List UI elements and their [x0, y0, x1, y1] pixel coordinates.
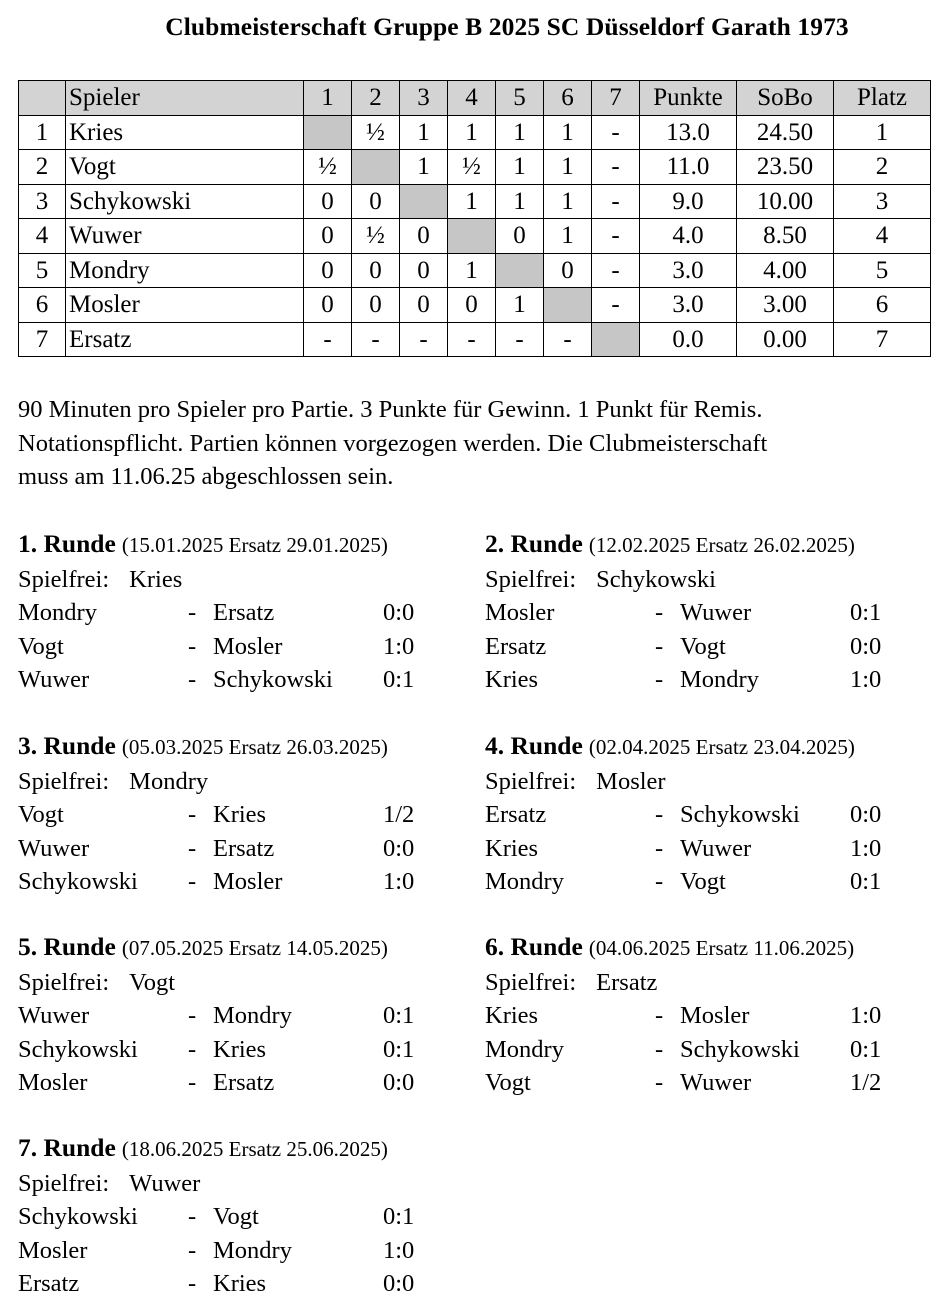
black-player: Mondry [680, 666, 759, 693]
points-cell: 13.0 [640, 115, 737, 150]
notes-line: muss am 11.06.25 abgeschlossen sein. [18, 463, 394, 490]
game-row [485, 832, 882, 866]
header-cell-platz: Platz [834, 81, 931, 116]
tournament-notes [18, 393, 928, 494]
game-separator: - [655, 868, 664, 895]
white-player: Vogt [485, 1069, 531, 1096]
game-result: 0:1 [383, 1203, 415, 1230]
sobo-cell: 4.00 [737, 253, 834, 288]
points-cell: 3.0 [640, 253, 737, 288]
sobo-cell: 8.50 [737, 219, 834, 254]
row-number: 6 [19, 288, 66, 323]
black-player: Ersatz [213, 1069, 275, 1096]
result-cell: 1 [400, 150, 448, 185]
result-cell: 0 [400, 288, 448, 323]
result-cell: 1 [448, 115, 496, 150]
row-number: 4 [19, 219, 66, 254]
result-cell: 1 [448, 184, 496, 219]
game-row [18, 1234, 415, 1268]
white-player: Mondry [485, 1035, 564, 1063]
game-separator: - [655, 666, 664, 693]
game-row [18, 630, 415, 664]
round-header [18, 527, 388, 563]
game-row [18, 999, 415, 1033]
game-separator: - [655, 599, 664, 626]
round-block [485, 930, 882, 1100]
result-cell: 0 [304, 184, 352, 219]
white-player: Schykowski [18, 1035, 138, 1063]
round-label: 3. Runde [18, 731, 116, 760]
result-cell: - [352, 322, 400, 357]
bye-line [18, 1167, 388, 1201]
game-row [18, 832, 415, 866]
row-number: 7 [19, 322, 66, 357]
result-cell: 1 [496, 150, 544, 185]
points-cell: 3.0 [640, 288, 737, 323]
result-cell: 0 [352, 253, 400, 288]
white-player: Schykowski [18, 1203, 138, 1230]
player-name: Schykowski [66, 184, 304, 219]
white-player: Mondry [18, 599, 97, 626]
game-row [18, 865, 415, 899]
black-player: Mondry [213, 1002, 292, 1029]
result-cell: ½ [448, 150, 496, 185]
result-cell: 0 [400, 219, 448, 254]
points-cell: 9.0 [640, 184, 737, 219]
result-cell: - [592, 253, 640, 288]
result-cell: 0 [304, 288, 352, 323]
result-cell: 0 [304, 219, 352, 254]
player-name: Mosler [66, 288, 304, 323]
game-separator: - [655, 632, 664, 660]
round-block [485, 729, 882, 899]
game-result: 1:0 [850, 834, 882, 862]
game-result: 1:0 [383, 868, 415, 895]
game-result: 0:0 [850, 632, 882, 660]
game-row [18, 1200, 415, 1234]
game-separator: - [188, 1035, 197, 1063]
game-result: 0:1 [850, 868, 882, 895]
bye-label: Spielfrei: [18, 767, 110, 795]
round-dates: (18.06.2025 Ersatz 25.06.2025) [121, 1137, 388, 1161]
black-player: Vogt [680, 868, 726, 895]
white-player: Mosler [18, 1236, 88, 1264]
result-cell: 0 [352, 288, 400, 323]
row-number: 5 [19, 253, 66, 288]
round-header [18, 930, 388, 966]
place-cell: 6 [834, 288, 931, 323]
round-label: 4. Runde [485, 731, 583, 760]
place-cell: 7 [834, 322, 931, 357]
bye-line [18, 966, 388, 1000]
game-separator: - [655, 801, 664, 828]
game-separator: - [655, 834, 664, 862]
row-number: 2 [19, 150, 66, 185]
round-header [485, 930, 854, 966]
place-cell: 2 [834, 150, 931, 185]
result-cell: - [592, 150, 640, 185]
bye-player: Schykowski [596, 565, 716, 593]
black-player: Kries [213, 801, 267, 828]
bye-label: Spielfrei: [18, 565, 110, 593]
result-cell: 0 [448, 288, 496, 323]
black-player: Wuwer [680, 1069, 752, 1096]
notes-line: 90 Minuten pro Spieler pro Partie. 3 Punkte für Gewinn. 1 Punkt für Remis. [18, 396, 763, 423]
white-player: Mondry [485, 868, 564, 895]
bye-line [18, 563, 388, 597]
game-separator: - [188, 834, 197, 862]
white-player: Vogt [18, 801, 64, 828]
player-name: Wuwer [66, 219, 304, 254]
black-player: Mosler [213, 632, 283, 660]
round-header [18, 729, 388, 765]
result-cell: 0 [400, 253, 448, 288]
round-label: 5. Runde [18, 932, 116, 961]
place-cell: 1 [834, 115, 931, 150]
bye-player: Ersatz [596, 968, 658, 996]
white-player: Ersatz [18, 1270, 80, 1297]
game-row [18, 596, 415, 630]
white-player: Schykowski [18, 868, 138, 895]
table-row [19, 219, 931, 254]
round-block [18, 527, 415, 697]
round-dates: (12.02.2025 Ersatz 26.02.2025) [588, 533, 855, 557]
game-separator: - [188, 868, 197, 895]
black-player: Mondry [213, 1236, 292, 1264]
game-separator: - [188, 1002, 197, 1029]
game-result: 0:1 [383, 1002, 415, 1029]
sobo-cell: 10.00 [737, 184, 834, 219]
black-player: Vogt [680, 632, 726, 660]
black-player: Wuwer [680, 599, 752, 626]
white-player: Mosler [485, 599, 555, 626]
game-row [485, 596, 882, 630]
result-cell: 0 [496, 219, 544, 254]
player-name: Ersatz [66, 322, 304, 357]
bye-player: Mondry [129, 767, 209, 795]
result-cell: 1 [544, 219, 592, 254]
game-row [18, 1267, 415, 1301]
game-result: 0:0 [383, 599, 415, 626]
player-name: Mondry [66, 253, 304, 288]
white-player: Kries [485, 834, 539, 862]
black-player: Schykowski [213, 666, 333, 693]
black-player: Wuwer [680, 834, 752, 862]
table-row [19, 184, 931, 219]
diagonal-cell [544, 288, 592, 323]
game-result: 0:1 [383, 1035, 415, 1063]
game-row [18, 798, 415, 832]
game-row [485, 798, 882, 832]
result-cell: ½ [304, 150, 352, 185]
black-player: Ersatz [213, 834, 275, 862]
diagonal-cell [400, 184, 448, 219]
black-player: Schykowski [680, 801, 800, 828]
white-player: Mosler [18, 1069, 88, 1096]
diagonal-cell [352, 150, 400, 185]
sobo-cell: 24.50 [737, 115, 834, 150]
white-player: Wuwer [18, 834, 90, 862]
result-cell: - [592, 115, 640, 150]
header-cell-7: 7 [592, 81, 640, 116]
diagonal-cell [448, 219, 496, 254]
bye-player: Wuwer [129, 1169, 201, 1197]
game-result: 0:1 [850, 599, 882, 626]
round-dates: (05.03.2025 Ersatz 26.03.2025) [121, 735, 388, 759]
round-label: 1. Runde [18, 529, 116, 558]
bye-line [18, 765, 388, 799]
points-cell: 11.0 [640, 150, 737, 185]
header-cell-4: 4 [448, 81, 496, 116]
round-label: 2. Runde [485, 529, 583, 558]
round-header [485, 527, 855, 563]
round-header [18, 1131, 388, 1167]
points-cell: 4.0 [640, 219, 737, 254]
game-row [485, 1066, 882, 1100]
header-cell-spieler: Spieler [66, 81, 304, 116]
game-separator: - [188, 801, 197, 828]
result-cell: - [592, 288, 640, 323]
bye-line [485, 966, 854, 1000]
result-cell: ½ [352, 219, 400, 254]
black-player: Mosler [680, 1002, 750, 1029]
game-row [18, 663, 415, 697]
game-result: 0:0 [383, 834, 415, 862]
game-row [485, 663, 882, 697]
game-result: 0:1 [850, 1035, 882, 1063]
bye-line [485, 563, 855, 597]
game-row [485, 999, 882, 1033]
player-name: Vogt [66, 150, 304, 185]
header-cell-2: 2 [352, 81, 400, 116]
game-result: 1:0 [383, 1236, 415, 1264]
result-cell: - [400, 322, 448, 357]
black-player: Schykowski [680, 1035, 800, 1063]
game-result: 0:0 [850, 801, 882, 828]
result-cell: 1 [400, 115, 448, 150]
table-row [19, 322, 931, 357]
result-cell: 1 [544, 150, 592, 185]
game-separator: - [188, 1270, 197, 1297]
page-title: Clubmeisterschaft Gruppe B 2025 SC Düsseldorf Garath 1973 [165, 12, 849, 41]
white-player: Kries [485, 666, 539, 693]
game-row [485, 630, 882, 664]
bye-player: Vogt [129, 968, 176, 996]
result-cell: 1 [544, 184, 592, 219]
result-cell: 1 [496, 184, 544, 219]
game-separator: - [655, 1069, 664, 1096]
result-cell: - [448, 322, 496, 357]
game-result: 1:0 [850, 666, 882, 693]
white-player: Ersatz [485, 801, 547, 828]
game-row [485, 1033, 882, 1067]
sobo-cell: 23.50 [737, 150, 834, 185]
black-player: Ersatz [213, 599, 275, 626]
result-cell: 1 [544, 115, 592, 150]
result-cell: 1 [496, 115, 544, 150]
header-cell-sobo: SoBo [737, 81, 834, 116]
result-cell: - [304, 322, 352, 357]
black-player: Kries [213, 1270, 267, 1297]
white-player: Kries [485, 1002, 539, 1029]
header-cell-3: 3 [400, 81, 448, 116]
bye-label: Spielfrei: [485, 968, 577, 996]
header-cell-6: 6 [544, 81, 592, 116]
result-cell: - [496, 322, 544, 357]
black-player: Kries [213, 1035, 267, 1063]
header-cell-1: 1 [304, 81, 352, 116]
result-cell: 0 [544, 253, 592, 288]
round-block [18, 1131, 415, 1301]
black-player: Vogt [213, 1203, 259, 1230]
game-row [18, 1066, 415, 1100]
game-separator: - [188, 1203, 197, 1230]
game-result: 0:1 [383, 666, 415, 693]
result-cell: 0 [352, 184, 400, 219]
table-row [19, 288, 931, 323]
white-player: Vogt [18, 632, 64, 660]
game-separator: - [188, 1069, 197, 1096]
table-row [19, 150, 931, 185]
game-separator: - [188, 599, 197, 626]
round-dates: (15.01.2025 Ersatz 29.01.2025) [121, 533, 388, 557]
row-number: 1 [19, 115, 66, 150]
round-block [485, 527, 882, 697]
diagonal-cell [592, 322, 640, 357]
table-row [19, 115, 931, 150]
standings-table [18, 80, 931, 357]
game-result: 1/2 [850, 1069, 882, 1096]
black-player: Mosler [213, 868, 283, 895]
result-cell: ½ [352, 115, 400, 150]
sobo-cell: 3.00 [737, 288, 834, 323]
bye-label: Spielfrei: [485, 767, 577, 795]
round-block [18, 930, 415, 1100]
round-block [18, 729, 415, 899]
game-result: 1:0 [850, 1002, 882, 1029]
round-label: 7. Runde [18, 1133, 116, 1162]
game-separator: - [188, 666, 197, 693]
game-separator: - [188, 1236, 197, 1264]
header-cell-punkte: Punkte [640, 81, 737, 116]
diagonal-cell [496, 253, 544, 288]
result-cell: - [592, 184, 640, 219]
game-result: 1/2 [383, 801, 415, 828]
round-dates: (04.06.2025 Ersatz 11.06.2025) [588, 936, 855, 960]
white-player: Wuwer [18, 1002, 90, 1029]
game-separator: - [188, 632, 197, 660]
place-cell: 4 [834, 219, 931, 254]
result-cell: 1 [448, 253, 496, 288]
game-separator: - [655, 1002, 664, 1029]
bye-player: Mosler [596, 767, 666, 795]
table-header-row [19, 81, 931, 116]
result-cell: 1 [496, 288, 544, 323]
result-cell: - [592, 219, 640, 254]
player-name: Kries [66, 115, 304, 150]
place-cell: 3 [834, 184, 931, 219]
header-cell-nr [19, 81, 66, 116]
bye-label: Spielfrei: [485, 565, 577, 593]
notes-line: Notationspflicht. Partien können vorgezogen werden. Die Clubmeisterschaft [18, 429, 768, 457]
game-result: 0:0 [383, 1069, 415, 1096]
place-cell: 5 [834, 253, 931, 288]
round-header [485, 729, 855, 765]
diagonal-cell [304, 115, 352, 150]
game-row [485, 865, 882, 899]
bye-label: Spielfrei: [18, 968, 110, 996]
row-number: 3 [19, 184, 66, 219]
header-cell-5: 5 [496, 81, 544, 116]
result-cell: - [544, 322, 592, 357]
game-separator: - [655, 1035, 664, 1063]
bye-label: Spielfrei: [18, 1169, 110, 1197]
game-result: 0:0 [383, 1270, 415, 1297]
result-cell: 0 [304, 253, 352, 288]
white-player: Wuwer [18, 666, 90, 693]
table-row [19, 253, 931, 288]
round-label: 6. Runde [485, 932, 583, 961]
white-player: Ersatz [485, 632, 547, 660]
bye-line [485, 765, 855, 799]
round-dates: (07.05.2025 Ersatz 14.05.2025) [121, 936, 388, 960]
game-result: 1:0 [383, 632, 415, 660]
bye-player: Kries [129, 565, 183, 593]
round-dates: (02.04.2025 Ersatz 23.04.2025) [588, 735, 855, 759]
sobo-cell: 0.00 [737, 322, 834, 357]
game-row [18, 1033, 415, 1067]
points-cell: 0.0 [640, 322, 737, 357]
